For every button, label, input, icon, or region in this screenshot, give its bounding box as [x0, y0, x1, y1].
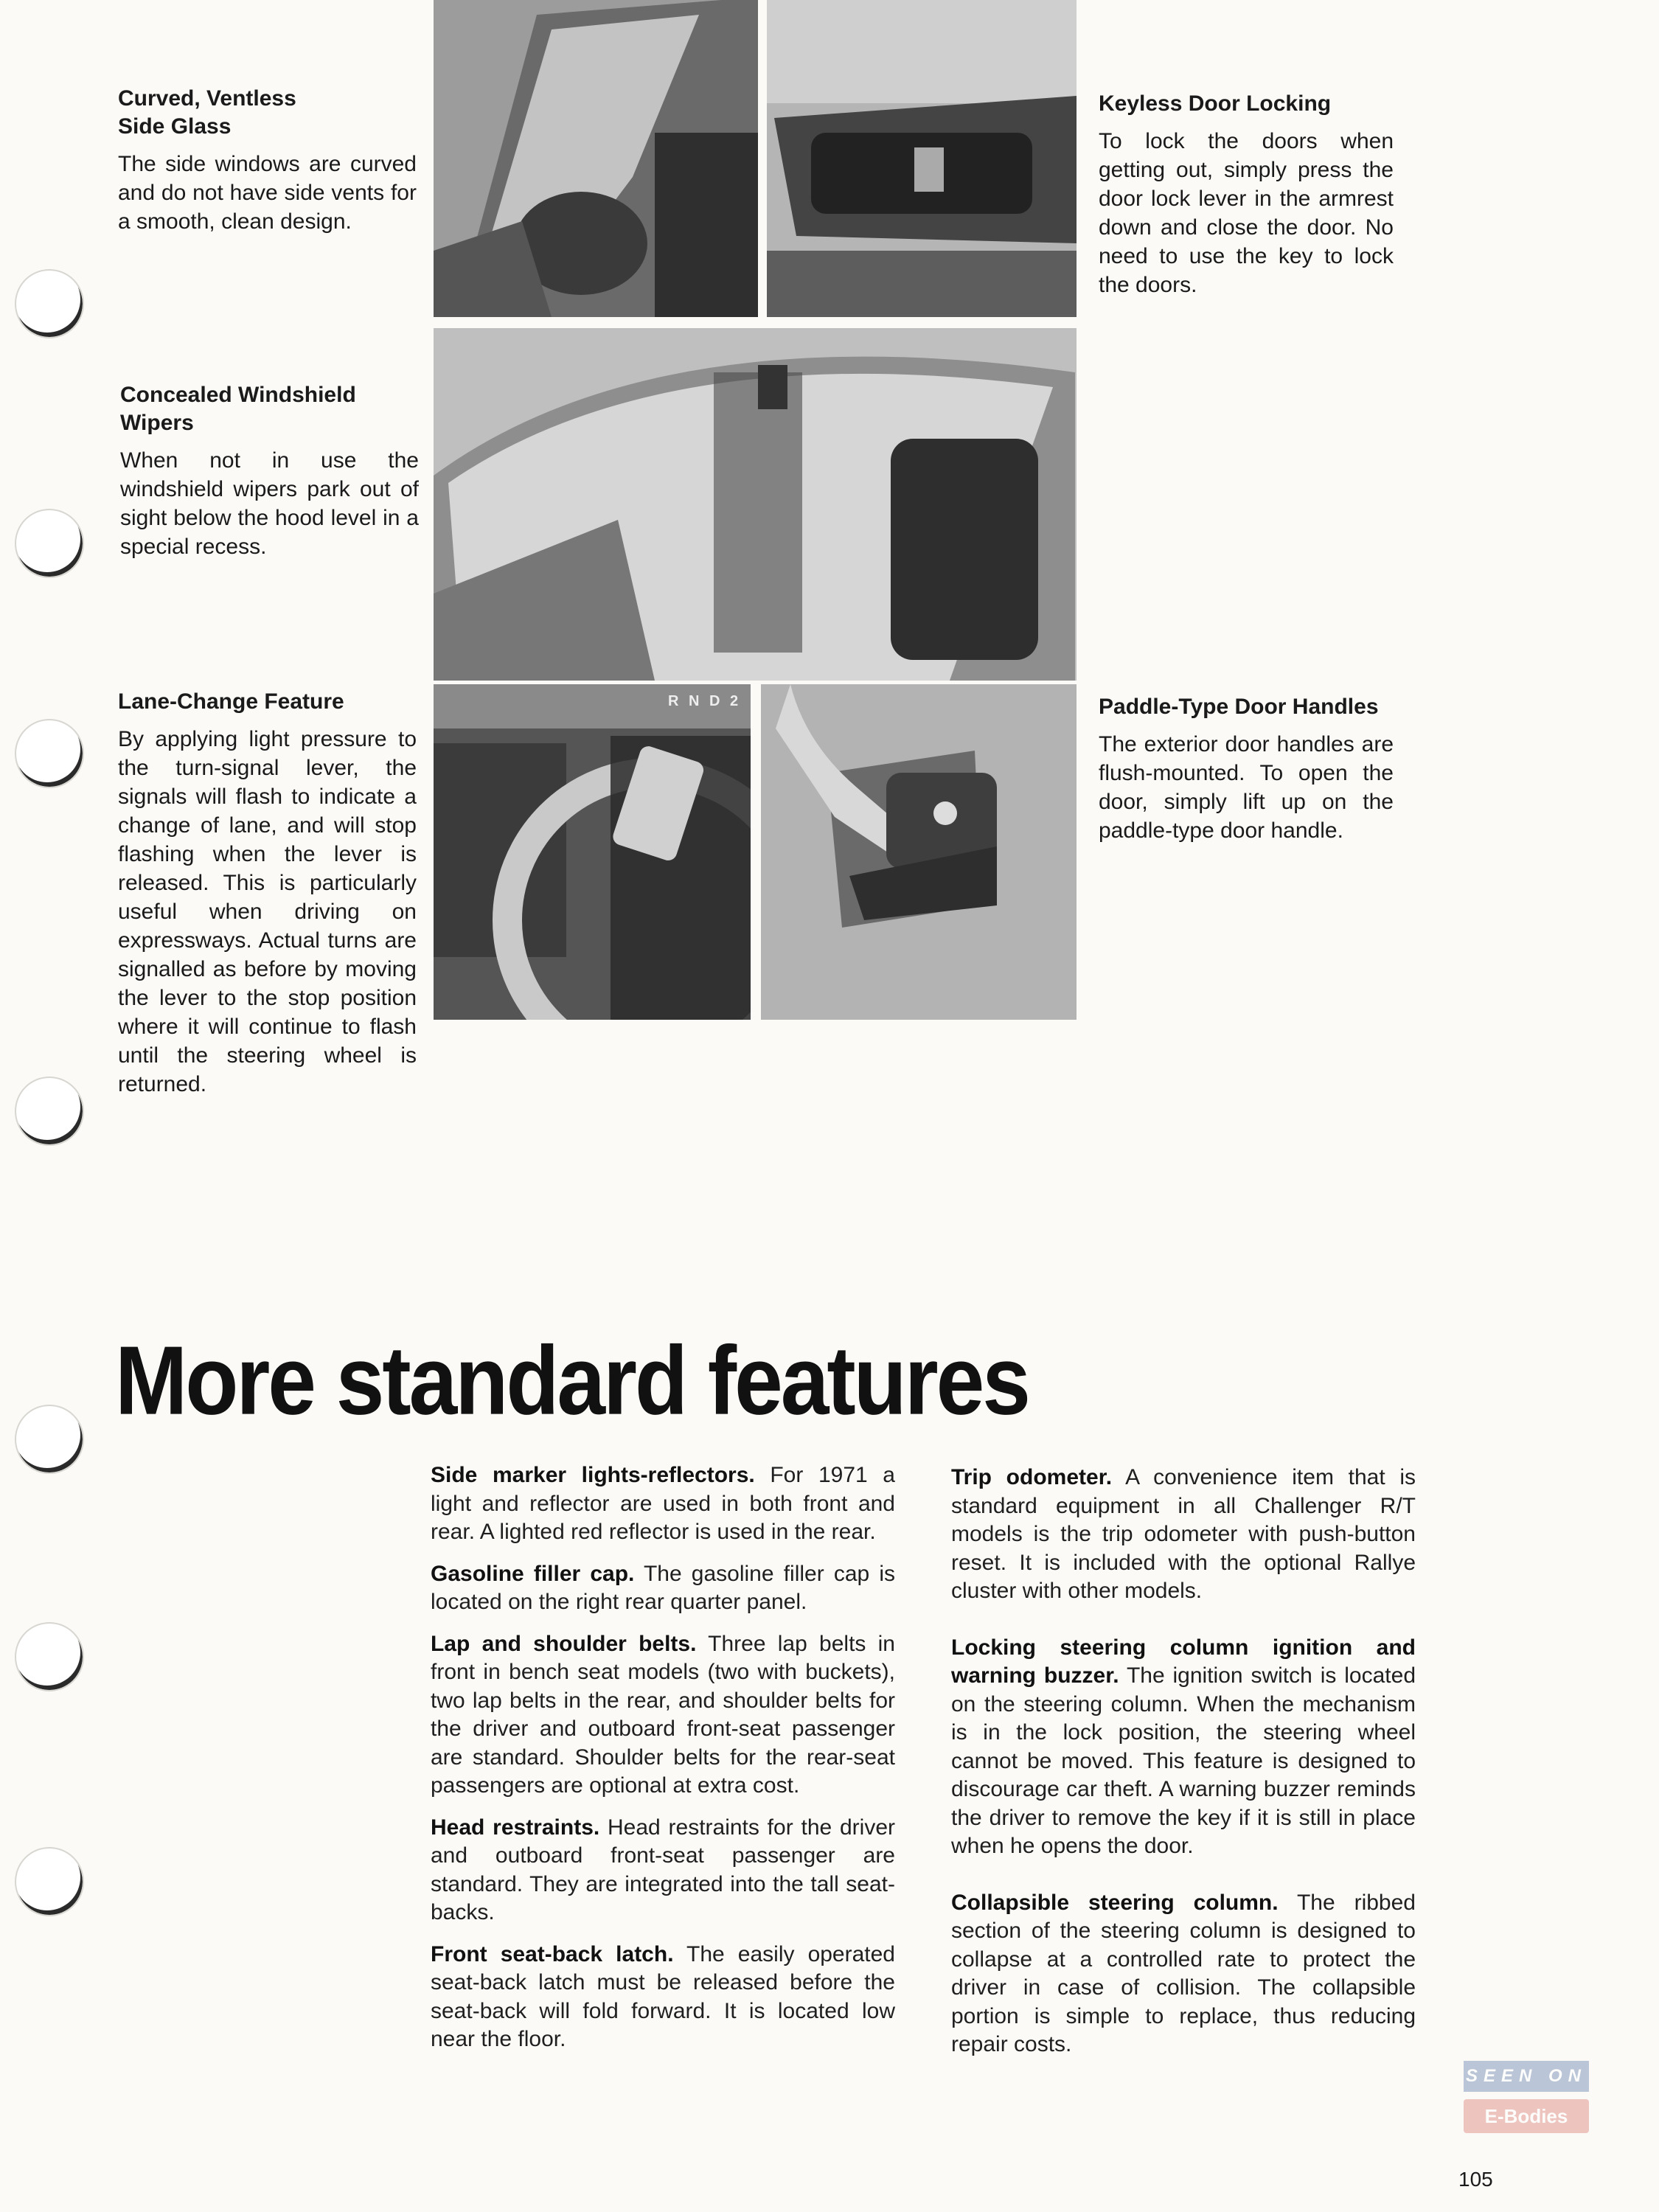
feature-body: By applying light pressure to the turn-signal lever, the signals will flash to indicate a change of lane, and will stop flashing when the lever is released. This is particularly useful when driving on expressways. Actual turns are signalled as before by moving the lever to the stop position where it will continue to flash until the steering wheel is returned.: [118, 727, 417, 1096]
feature-heading: Paddle-Type Door Handles: [1099, 695, 1379, 719]
feature-keyless-locking: [1099, 90, 1394, 299]
watermark-logo: [1464, 2061, 1589, 2142]
paragraph-label: Trip odometer.: [951, 1465, 1113, 1489]
binder-hole: [15, 509, 84, 578]
paragraph-text: Head restraints for the driver and outboard front-seat passenger are standard. They are integrated into the tall seat-backs.: [431, 1815, 895, 1924]
feature-heading: Curved, Ventless Side Glass: [118, 86, 296, 139]
paragraph-text: The easily operated seat-back latch must be released before the seat-back will fold forward. It is located low near the floor.: [431, 1941, 895, 2051]
paragraph: [431, 1941, 895, 2054]
watermark-line1: SEEN ON: [1464, 2061, 1589, 2092]
photo-side-glass: [434, 0, 758, 317]
section-title: More standard features: [115, 1326, 1029, 1436]
paragraph-label: Locking steering column ignition and warning buzzer.: [951, 1635, 1416, 1688]
paragraph-text: The gasoline filler cap is located on the right rear quarter panel.: [431, 1561, 896, 1614]
photo-windshield: [434, 328, 1077, 681]
paragraph-label: Front seat-back latch.: [431, 1941, 674, 1966]
feature-body: When not in use the windshield wipers park out of sight below the hood level in a special recess.: [120, 448, 419, 559]
binder-hole: [15, 1077, 84, 1146]
feature-heading: Lane-Change Feature: [118, 689, 344, 714]
left-column: [431, 1461, 895, 2067]
feature-body: To lock the doors when getting out, simply press the door lock lever in the armrest down and close the door. No need to use the key to lock the doors.: [1099, 129, 1394, 297]
paragraph: [431, 1461, 895, 1547]
paragraph-label: Lap and shoulder belts.: [431, 1631, 697, 1656]
paragraph: [951, 1634, 1416, 1861]
feature-side-glass: [118, 85, 417, 236]
paragraph: [431, 1630, 895, 1801]
paragraph: [951, 1889, 1416, 2059]
paragraph: [431, 1814, 895, 1927]
photo-steering-wheel: [434, 684, 751, 1020]
paragraph-text: The ignition switch is located on the steering column. When the mechanism is in the lock position, the steering wheel cannot be moved. This feature is designed to discourage car theft. A warning buzzer reminds the driver to remove the key if it is still in place when he opens the door.: [951, 1663, 1416, 1858]
feature-concealed-wipers: [120, 381, 419, 561]
photo-door-handle: [761, 684, 1077, 1020]
paragraph-label: Side marker lights-reflectors.: [431, 1463, 755, 1487]
binder-hole: [15, 719, 84, 788]
feature-paddle-handles: [1099, 693, 1394, 845]
feature-heading: Keyless Door Locking: [1099, 91, 1332, 116]
binder-hole: [15, 1405, 84, 1474]
paragraph-label: Collapsible steering column.: [951, 1890, 1279, 1915]
paragraph: [431, 1560, 895, 1617]
binder-hole: [15, 1847, 84, 1916]
feature-lane-change: [118, 688, 417, 1099]
feature-heading: Concealed Windshield Wipers: [120, 383, 356, 435]
binder-hole: [15, 269, 84, 338]
paragraph-text: Three lap belts in front in bench seat models (two with buckets), two lap belts in the rear, and shoulder belts for the driver and outboard front-seat passenger are standard. Shoulder belts for the rear-seat passengers are optional at extra cost.: [431, 1631, 895, 1798]
page-number: 105: [1458, 2168, 1493, 2191]
feature-body: The exterior door handles are flush-mounted. To open the door, simply lift up on the paddle-type door handle.: [1099, 732, 1394, 843]
right-column: [951, 1464, 1416, 2073]
feature-body: The side windows are curved and do not have side vents for a smooth, clean design.: [118, 152, 417, 234]
binder-hole: [15, 1622, 84, 1691]
photo-door-lock: [767, 0, 1077, 317]
watermark-line2: E-Bodies: [1464, 2099, 1589, 2133]
gear-indicator: R N D 2: [668, 693, 742, 709]
paragraph: [951, 1464, 1416, 1606]
paragraph-label: Head restraints.: [431, 1815, 600, 1840]
paragraph-label: Gasoline filler cap.: [431, 1561, 635, 1586]
paragraph-text: For 1971 a light and reflector are used in both front and rear. A lighted red reflector is used in the rear.: [431, 1463, 895, 1544]
paragraph-text: A convenience item that is standard equipment in all Challenger R/T models is the trip odometer with push-button reset. It is included with the optional Rallye cluster with other models.: [951, 1465, 1416, 1603]
paragraph-text: The ribbed section of the steering column is designed to collapse at a controlled rate to protect the driver in case of collision. The collapsible portion is simple to replace, thus reducing repair costs.: [951, 1890, 1416, 2056]
